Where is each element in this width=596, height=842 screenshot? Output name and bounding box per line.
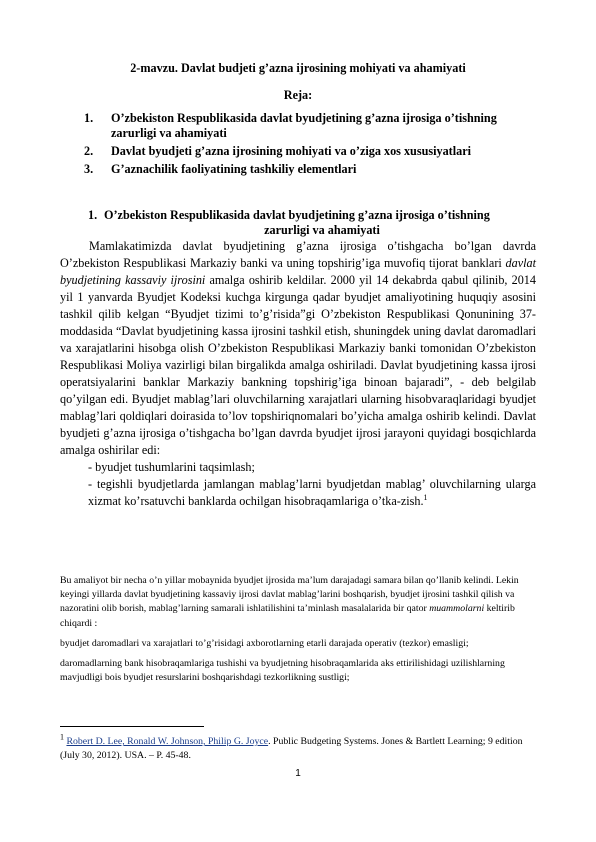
footnote-ref[interactable]: 1 [423, 492, 428, 502]
paragraph: byudjet daromadlari va xarajatlari to’g’risidagi axborotlarning etarli darajada operativ (tezkor) emasligi; [60, 637, 469, 649]
plan-list [84, 111, 536, 180]
small-text-block [60, 574, 536, 691]
list-item [60, 476, 536, 510]
paragraph-text: Mamlakatimizda davlat byudjetining g’azna ijrosiga o’tishgacha bo’lgan davrda O’zbekiston Respublikasi Markaziy banki va uning topshirig’iga muvofiq tijorat banklari [60, 239, 536, 270]
emphasis-text: davlat byudjetining kassaviy ijrosini [60, 256, 536, 287]
paragraph [60, 574, 536, 631]
emphasis-text: muammolarni [429, 603, 485, 615]
plan-item-text: Davlat byudjeti g’azna ijrosining mohiyati va o’ziga xos xususiyatlari [111, 144, 472, 158]
plan-item-text: O’zbekiston Respublikasida davlat byudjetining g’azna ijrosiga o’tishning zarurligi va ahamiyati [111, 111, 497, 140]
footnote-text: . Public Budgeting Systems. Jones & Bartlett Learning; 9 edition (July 30, 2012). USA. – P. 45-48. [60, 736, 523, 761]
paragraph-text: amalga oshirib keldilar. 2000 yil 14 dekabrda qabul qilinib, 2014 yil 1 yanvarda Byudjet Kodeksi kuchga kirgunga qadar byudjet amaliyotining huquqiy asosini tashkil qilib kelgan “Byudjet tizimi to’g’risida”gi O’zbekiston Respublikasi Qonunining 37-moddasida “Davlat byudjetining kassa ijrosini tashkil etish, shuningdek uning davlat daromadlari va xarajatlarini hisobga olish O’zbekiston Respublikasi Markaziy banki tomonidan O’zbekiston Respublikasi Moliya vazirligi bilan birgalikda amalga oshiriladi. Davlat byudjetining kassa ijrosi operatsiyalarini banklar Markaziy bankning topshirig’iga binoan bajaradi”, - deb belgilab qo’yilgan edi. Byudjet mablag’lari oluvchilarning xarajatlari ularning hisobvaraqlaridagi byudjet mablag’lari qoldiqlari doirasida to’lov topshiriqnomalari bo’yicha amalga oshirib kelindi. Davlat byudjeti g’azna ijrosiga o’tishgacha bo’lgan davrda byudjet ijrosi jarayoni quyidagi bosqichlarda amalga oshirilar edi: [60, 273, 536, 457]
paragraph [60, 238, 536, 459]
list-item: - byudjet tushumlarini taqsimlash; [88, 460, 255, 474]
section-heading [88, 208, 536, 238]
body-text [60, 238, 536, 510]
footnote-number: 1 [60, 732, 64, 742]
page-title: 2-mavzu. Davlat budjeti g’azna ijrosining mohiyati va ahamiyati [130, 61, 466, 75]
plan-item-number: 2. [84, 144, 94, 158]
plan-item [84, 144, 536, 159]
paragraph: daromadlarning bank hisobraqamlariga tushishi va byudjetning hisobraqamlarida aks ettirilishidagi uzilishlarning mavjudligi bois byudjet resurslarini boshqarishdagi tezkorlikning sustligi; [60, 658, 505, 684]
plan-item-text: G’aznachilik faoliyatining tashkiliy elementlari [111, 162, 357, 176]
section-number: 1. [88, 208, 98, 222]
plan-heading: Reja: [283, 88, 313, 102]
page-number: 1 [295, 768, 301, 779]
section-heading-line1: O’zbekiston Respublikasida davlat byudjetining g’azna ijrosiga o’tishning [104, 208, 490, 222]
plan-item-number: 3. [84, 162, 94, 176]
paragraph-text: keltirib chiqardi : [60, 603, 515, 629]
plan-item [84, 162, 536, 177]
footnote [60, 732, 536, 763]
plan-item [84, 111, 536, 141]
list-item-text: - tegishli byudjetlarda jamlangan mablag’larni byudjetdan mablag’ oluvchilarning ularga xizmat ko’rsatuvchi banklarda ochilgan hisobraqamlariga o’tka-zish. [88, 477, 536, 508]
footnote-author-link[interactable]: Robert D. Lee, Ronald W. Johnson, Philip G. Joyce [66, 736, 269, 747]
plan-item-number: 1. [84, 111, 94, 125]
paragraph-text: Bu amaliyot bir necha o’n yillar mobaynida byudjet ijrosida ma’lum darajadagi samara bilan qo’llanib kelindi. Lekin keyingi yillarda davlat byudjetining kassaviy ijrosi davlat mablag’larini boshqarish, byudjet ijrosini tashkil qilish va nazoratini olib borish, mablag’larning samarali ishlatilishini ta’minlash masalalarida bir qator [60, 575, 519, 615]
footnote-divider [60, 726, 204, 727]
section-heading-line2: zarurligi va ahamiyati [264, 223, 380, 237]
